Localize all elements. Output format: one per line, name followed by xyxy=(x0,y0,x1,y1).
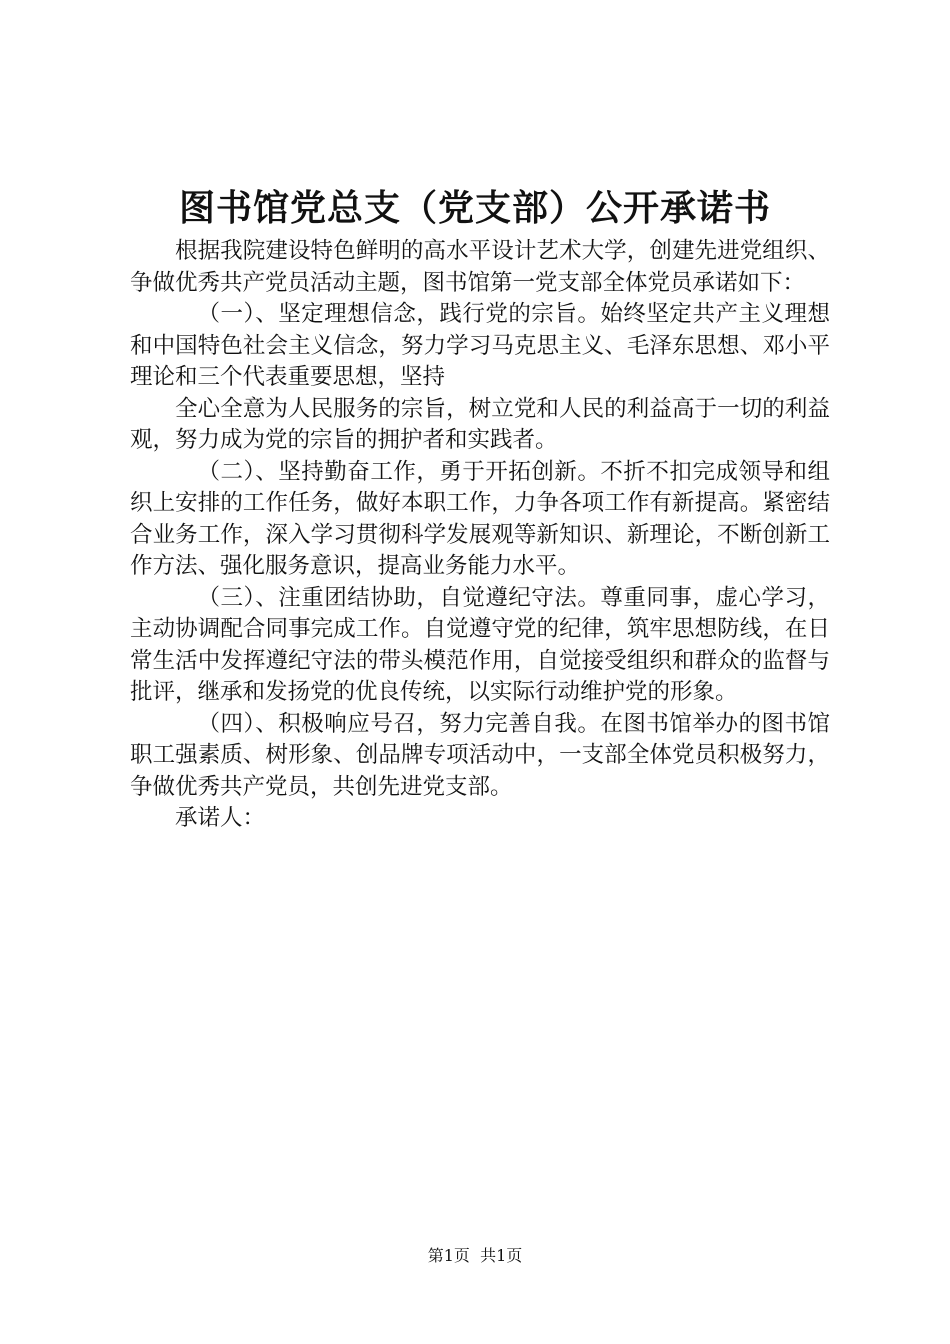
intro-paragraph: 根据我院建设特色鲜明的高水平设计艺术大学，创建先进党组织、争做优秀共产党员活动主题，图书馆第一党支部全体党员承诺如下： xyxy=(130,238,830,296)
page-footer xyxy=(0,1246,950,1266)
commitment-item-4: （四）、积极响应号召，努力完善自我。在图书馆举办的图书馆职工强素质、树形象、创品牌专项活动中，一支部全体党员积极努力，争做优秀共产党员，共创先进党支部。 xyxy=(130,710,830,800)
page-number: 第1页 共1页 xyxy=(427,1246,523,1265)
commitment-item-2: （二）、坚持勤奋工作，勇于开拓创新。不折不扣完成领导和组织上安排的工作任务，做好本职工作，力争各项工作有新提高。紧密结合业务工作，深入学习贯彻科学发展观等新知识、新理论，不断创新工作方法、强化服务意识，提高业务能力水平。 xyxy=(130,458,830,579)
signature-label: 承诺人： xyxy=(175,805,266,831)
document-body xyxy=(130,236,830,835)
commitment-item-1-continued: 全心全意为人民服务的宗旨，树立党和人民的利益高于一切的利益观，努力成为党的宗旨的拥护者和实践者。 xyxy=(130,395,830,453)
page-title: 图书馆党总支（党支部）公开承诺书 xyxy=(178,187,771,229)
commitment-item-1: （一）、坚定理想信念，践行党的宗旨。始终坚定共产主义理想和中国特色社会主义信念，努力学习马克思主义、毛泽东思想、邓小平理论和三个代表重要思想，坚持 xyxy=(130,301,830,390)
commitment-item-3: （三）、注重团结协助，自觉遵纪守法。尊重同事，虚心学习，主动协调配合同事完成工作。自觉遵守党的纪律，筑牢思想防线，在日常生活中发挥遵纪守法的带头模范作用，自觉接受组织和群众的监督与批评，继承和发扬党的优良传统，以实际行动维护党的形象。 xyxy=(130,584,830,705)
